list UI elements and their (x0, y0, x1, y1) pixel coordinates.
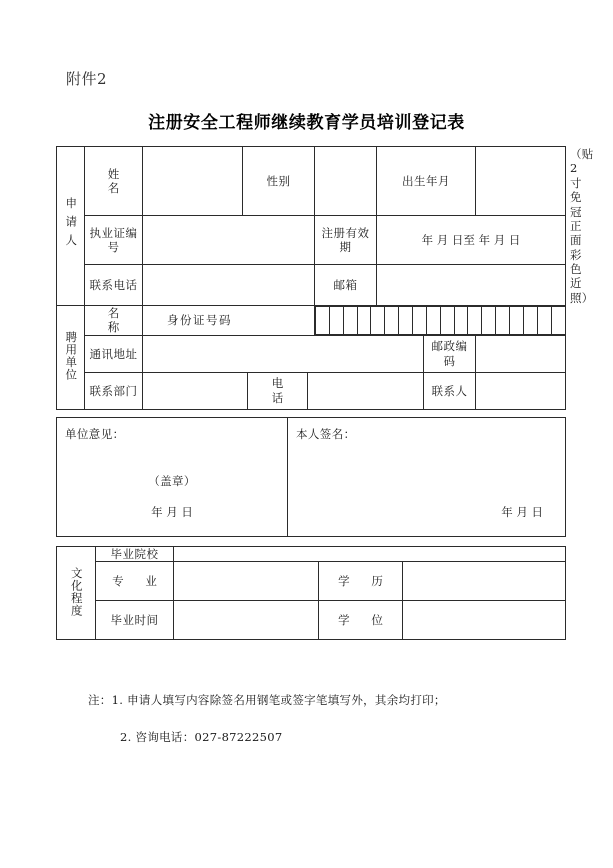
contact-person-label (424, 372, 476, 409)
email-label (315, 265, 377, 306)
contact-person-label-text: 联系人 (431, 383, 468, 398)
email-value-field[interactable] (377, 265, 566, 306)
graduation-time-field[interactable] (174, 601, 319, 640)
table-row (57, 418, 566, 537)
email-label-text: 邮箱 (333, 277, 358, 292)
footer-notes (88, 692, 446, 747)
attachment-label: 附件2 (66, 70, 108, 88)
self-signature-date: 年 月 日 (501, 505, 543, 519)
name-label (85, 147, 143, 216)
table-row (57, 372, 566, 409)
employer-side-label (57, 306, 85, 410)
contact-department-label (85, 372, 143, 409)
employer-address-field[interactable] (143, 335, 424, 372)
employer-unit-table (56, 305, 566, 410)
table-row (57, 335, 566, 372)
license-number-label-text: 执业证编号 (89, 225, 138, 255)
employer-address-label (85, 335, 143, 372)
table-row (57, 216, 566, 265)
license-number-field[interactable] (143, 216, 315, 265)
table-row (57, 306, 566, 336)
table-row (57, 562, 566, 601)
applicant-side-label-text: 申请人 (64, 196, 79, 253)
postcode-field[interactable] (476, 335, 566, 372)
contact-department-label-text: 联系部门 (89, 383, 138, 398)
id-number-label-text: 身份证号码 (167, 313, 232, 328)
note-line-2: 2. 咨询电话：027-87222507 (120, 730, 283, 745)
unit-opinion-date: 年 月 日 (151, 505, 193, 519)
contact-person-field[interactable] (476, 372, 566, 409)
degree-level-field[interactable] (403, 562, 566, 601)
opinion-signature-table (56, 417, 566, 537)
registration-validity-label (315, 216, 377, 265)
gender-label-text: 性别 (266, 173, 291, 188)
self-signature-cell[interactable] (288, 418, 566, 537)
graduation-school-label (96, 547, 174, 562)
employer-name-label (85, 306, 143, 336)
degree-level-label-text: 学 历 (338, 574, 392, 589)
employer-name-label-text: 名 称 (107, 306, 129, 335)
postcode-label-text: 邮政编码 (431, 339, 468, 368)
registration-validity-value: 年 月 日至 年 月 日 (421, 232, 521, 247)
graduation-school-label-text: 毕业院校 (110, 547, 159, 561)
gender-label (243, 147, 315, 216)
name-value-field[interactable] (143, 147, 243, 216)
phone-label-text: 联系电话 (89, 277, 138, 292)
phone-label (85, 265, 143, 306)
education-side-label (57, 547, 96, 640)
table-row (57, 601, 566, 640)
graduation-time-label (96, 601, 174, 640)
major-label-text: 专 业 (112, 574, 166, 589)
registration-validity-label-text: 注册有效期 (321, 225, 370, 255)
telephone-label (248, 372, 308, 409)
telephone-label-text: 电 话 (271, 376, 293, 405)
name-label-text: 姓 名 (107, 166, 129, 196)
degree-level-label (319, 562, 403, 601)
employer-address-label-text: 通讯地址 (89, 346, 138, 361)
seal-label: （盖章） (148, 474, 196, 488)
registration-validity-field[interactable] (377, 216, 566, 265)
employer-side-label-text: 聘用单位 (64, 330, 79, 381)
graduation-time-label-text: 毕业时间 (110, 613, 159, 628)
postcode-label (424, 335, 476, 372)
education-side-label-text: 文化程度 (69, 566, 84, 617)
degree-label (319, 601, 403, 640)
graduation-school-field[interactable] (174, 547, 566, 562)
degree-label-text: 学 位 (338, 613, 392, 628)
self-signature-label: 本人签名： (296, 427, 356, 441)
table-row: 申请人 姓 名 性别 出生年月 （贴2寸免冠正面 彩色近照） (57, 147, 566, 216)
birth-label-text: 出生年月 (402, 173, 450, 188)
education-table (56, 546, 566, 640)
license-number-label (85, 216, 143, 265)
employer-name-field[interactable] (143, 306, 566, 336)
table-row (57, 547, 566, 562)
phone-value-field[interactable] (143, 265, 315, 306)
telephone-field[interactable] (308, 372, 424, 409)
gender-value-field[interactable] (315, 147, 377, 216)
major-label (96, 562, 174, 601)
table-row (57, 265, 566, 306)
contact-department-field[interactable] (143, 372, 248, 409)
applicant-side-label (57, 147, 85, 306)
birth-label (377, 147, 476, 216)
degree-field[interactable] (403, 601, 566, 640)
unit-opinion-cell[interactable] (57, 418, 288, 537)
major-field[interactable] (174, 562, 319, 601)
birth-value-field[interactable] (476, 147, 566, 216)
page-title: 注册安全工程师继续教育学员培训登记表 (148, 113, 465, 133)
unit-opinion-label: 单位意见： (65, 427, 125, 441)
note-line-1: 注：1. 申请人填写内容除签名用钢笔或签字笔填写外，其余均打印； (88, 693, 446, 707)
